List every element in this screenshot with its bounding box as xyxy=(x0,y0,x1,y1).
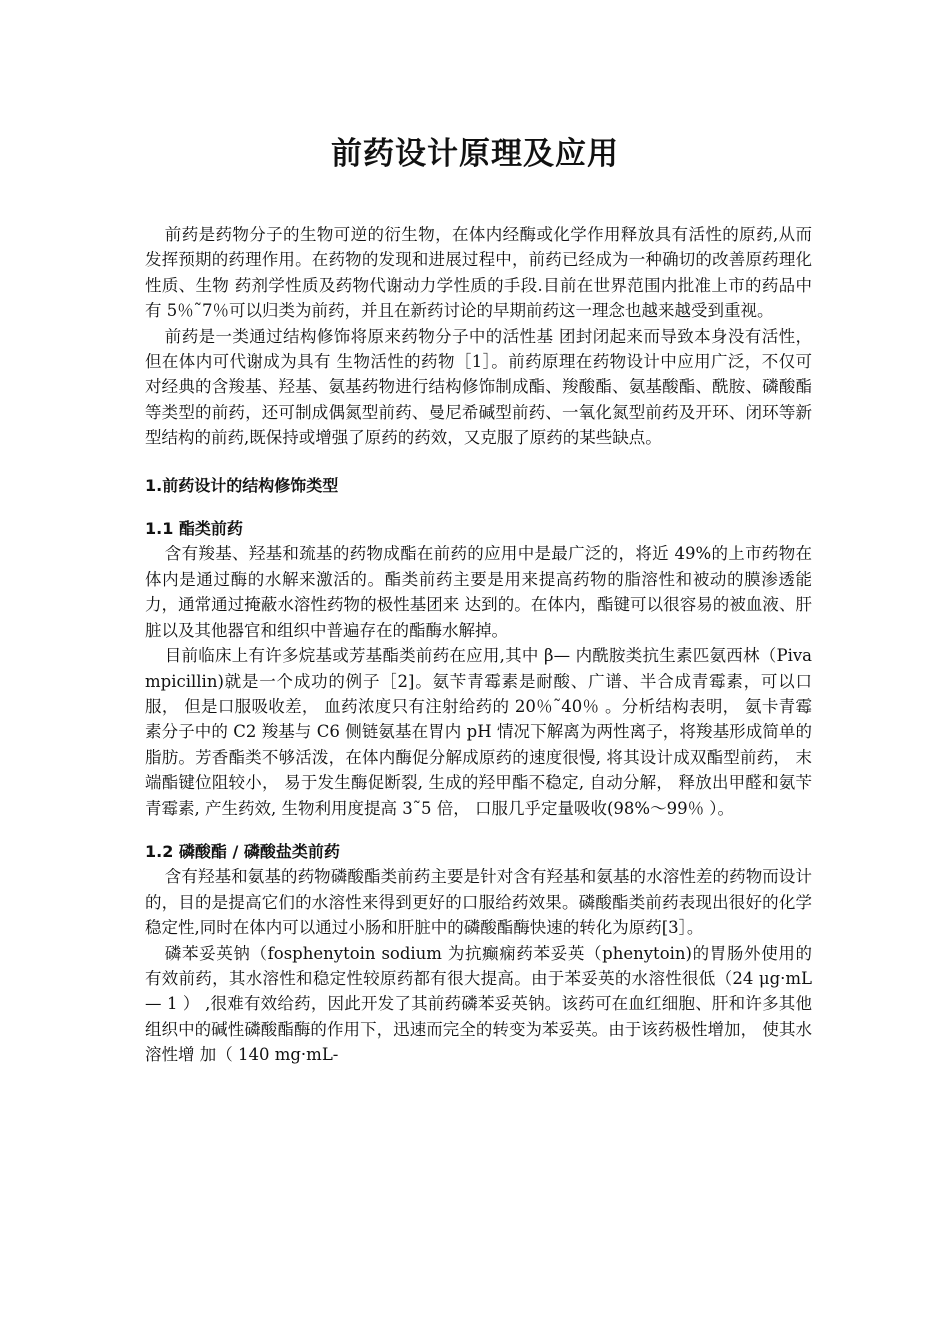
subsection-1-2-heading: 1.2 磷酸酯 / 磷酸盐类前药 xyxy=(145,841,340,861)
intro-paragraph-2: 前药是一类通过结构修饰将原来药物分子中的活性基 团封闭起来而导致本身没有活性，但在体内可代谢成为具有 生物活性的药物［1］。前药原理在药物设计中应用广泛，不仅可对经典的含羧基、羟基、氨基药物进行结构修饰制成酯、羧酸酯、氨基酸酯、酰胺、磷酸酯等类型的前药，还可制成偶氮型前药、曼尼希碱型前药、一氧化氮型前药及开环、闭环等新型结构的前药,既保持或增强了原药的药效，又克服了原药的某些缺点。 xyxy=(145,326,812,448)
document-body xyxy=(145,222,812,1068)
spacer xyxy=(145,821,812,839)
subsection-1-2-paragraph-1: 含有羟基和氨基的药物磷酸酯类前药主要是针对含有羟基和氨基的水溶性差的药物而设计的，目的是提高它们的水溶性来得到更好的口服给药效果。磷酸酯类前药表现出很好的化学稳定性,同时在体内可以通过小肠和肝脏中的磷酸酯酶快速的转化为原药[3］。 xyxy=(145,867,812,938)
spacer xyxy=(145,498,812,516)
subsection-1-2-paragraph-2: 磷苯妥英钠（fosphenytoin sodium 为抗癫痫药苯妥英（phenytoin)的胃肠外使用的有效前药，其水溶性和稳定性较原药都有很大提高。由于苯妥英的水溶性很低（24 μg·mL— 1 ） ,很难有效给药，因此开发了其前药磷苯妥英钠。该药可在血红细胞、肝和许多其他组织中的碱性磷酸酯酶的作用下，迅速而完全的转变为苯妥英。由于该药极性增加， 使其水溶性增 加（ 140 mg·mL- xyxy=(145,943,812,1065)
document-title: 前药设计原理及应用 xyxy=(331,136,619,172)
subsection-1-1-paragraph-1: 含有羧基、羟基和巯基的药物成酯在前药的应用中是最广泛的，将近 49%的上市药物在体内是通过酶的水解来激活的。酯类前药主要是用来提高药物的脂溶性和被动的膜渗透能力，通常通过掩蔽水溶性药物的极性基团来 达到的。在体内，酯键可以很容易的被血液、肝脏以及其他器官和组织中普遍存在的酯酶水解掉。 xyxy=(145,544,812,640)
intro-paragraph-1: 前药是药物分子的生物可逆的衍生物，在体内经酶或化学作用释放具有活性的原药,从而发挥预期的药理作用。在药物的发现和进展过程中，前药已经成为一种确切的改善原药理化性质、生物 药剂学性质及药物代谢动力学性质的手段.目前在世界范围内批准上市的药品中有 5％˜7％可以归类为前药，并且在新药讨论的早期前药这一理念也越来越受到重视。 xyxy=(145,225,812,321)
section-1-heading: 1.前药设计的结构修饰类型 xyxy=(145,475,339,495)
subsection-1-1-heading: 1.1 酯类前药 xyxy=(145,519,243,539)
spacer xyxy=(145,451,812,473)
subsection-1-1-paragraph-2: 目前临床上有许多烷基或芳基酯类前药在应用,其中 β— 内酰胺类抗生素匹氨西林（Pivampicillin)就是一个成功的例子［2]。氨苄青霉素是耐酸、广谱、半合成青霉素，可以口服， 但是口服吸收差， 血药浓度只有注射给药的 20％˜40％ 。分析结构表明， 氨卡青霉素分子中的 C2 羧基与 C6 侧链氨基在胃内 pH 情况下解离为两性离子，将羧基形成简单的脂肪。芳香酯类不够活泼，在体内酶促分解成原药的速度很慢, 将其设计成双酯型前药， 末端酯键位阻较小， 易于发生酶促断裂, 生成的羟甲酯不稳定, 自动分解， 释放出甲醛和氨苄青霉素, 产生药效, 生物利用度提高 3˜5 倍， 口服几乎定量吸收(98%～99％ ）。 xyxy=(145,646,812,818)
